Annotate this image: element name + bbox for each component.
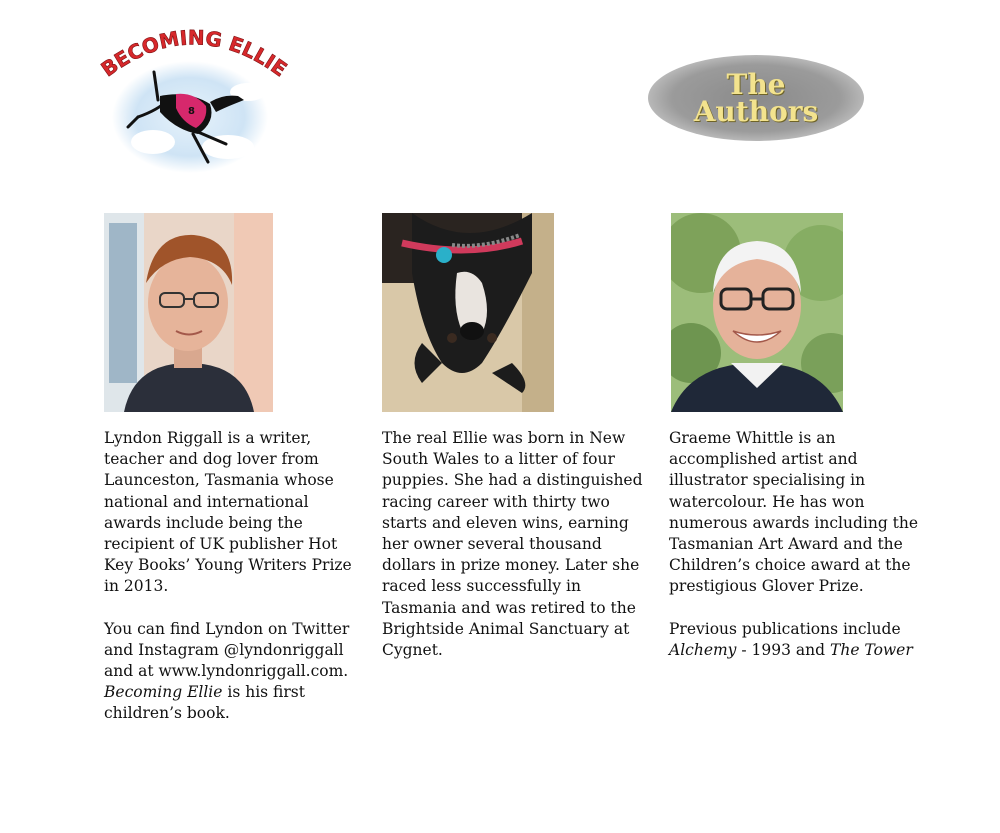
bio-text: is his first children’s book. xyxy=(104,683,305,723)
badge-line-1: The xyxy=(726,68,786,101)
bio-text: You can find Lyndon on Twitter and Instagram @lyndonriggall and at www.lyndonriggall.com. xyxy=(104,619,350,681)
dog-number: 8 xyxy=(188,106,195,117)
bio-graeme-whittle xyxy=(669,428,929,682)
bio-paragraph: Graeme Whittle is an accomplished artist and illustrator specialising in watercolour. He has won numerous awards including the Tasmanian Art Award and the Children’s choice award at the prestigious Glover Prize. xyxy=(669,429,919,596)
portrait-graeme-whittle-icon xyxy=(671,213,843,412)
book-title: Becoming Ellie xyxy=(104,683,223,702)
bio-text: - 1993 and xyxy=(741,640,826,659)
bio-paragraph: The real Ellie was born in New South Wales to a litter of four puppies. She had a distinguished racing career with thirty two starts and eleven wins, earning her owner several thousand dollars in prize money. Later she raced less successfully in Tasmania and was retired to the Brightside Animal Sanctuary at Cygnet. xyxy=(382,429,643,660)
book-title: Alchemy xyxy=(669,640,737,659)
logo-title: BECOMING ELLIE xyxy=(98,25,290,82)
portrait-lyndon-riggall-icon xyxy=(104,213,273,412)
bio-lyndon-riggall xyxy=(104,428,354,746)
bio-ellie xyxy=(382,428,644,682)
the-authors-badge xyxy=(648,55,864,141)
bio-text: Previous publications include xyxy=(669,619,901,638)
badge-line-2: Authors xyxy=(693,95,819,128)
bio-paragraph xyxy=(669,619,929,661)
book-title: The Tower xyxy=(830,640,913,659)
bio-paragraph: Lyndon Riggall is a writer, teacher and dog lover from Launceston, Tasmania whose national and international awards include being the recipient of UK publisher Hot Key Books’ Young Writers Prize in 2013. xyxy=(104,429,352,596)
bio-paragraph xyxy=(104,619,354,725)
becoming-ellie-logo xyxy=(98,22,290,178)
photo-ellie-dog-icon xyxy=(382,213,554,412)
